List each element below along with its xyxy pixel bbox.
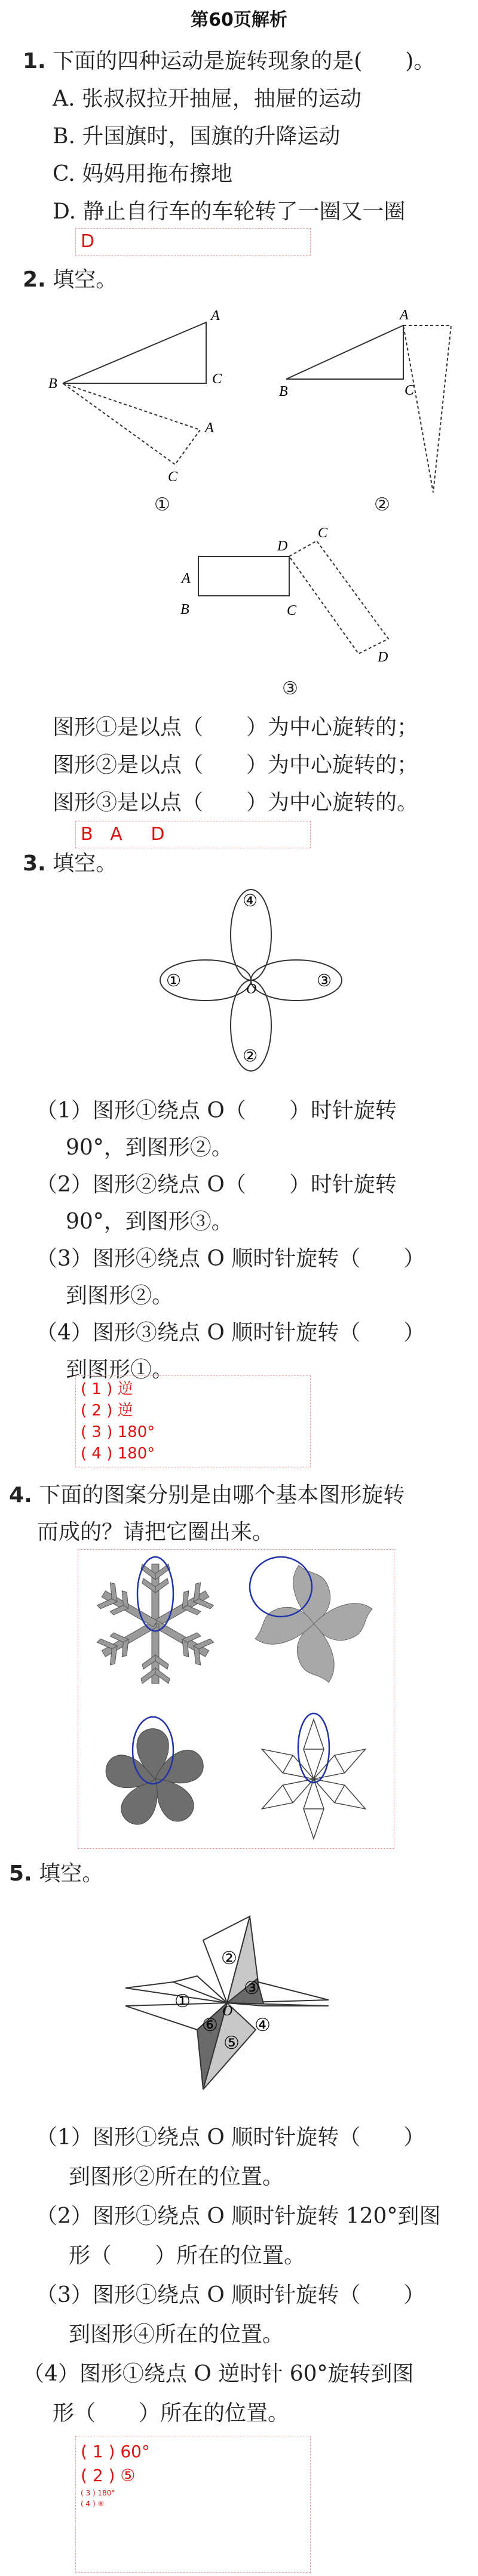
- q5-label-3: ③: [244, 1978, 260, 1999]
- q2-fig3-label-c2: C: [318, 525, 328, 541]
- q4-stem-line: [9, 1478, 405, 1509]
- q2-fig1-triangle: [63, 322, 206, 383]
- q4-star-figure: [239, 1701, 388, 1845]
- q5-line-5: （3）图形①绕点 O 顺时针旋转（ ）: [36, 2283, 425, 2307]
- q1-stem-line: [23, 44, 435, 75]
- q5-line-7: （4）图形①绕点 O 逆时针 60°旋转到图: [23, 2362, 414, 2386]
- q3-line-1: （1）图形①绕点 O（ ）时针旋转: [36, 1098, 397, 1123]
- q2-fig1-rotated-triangle: [63, 383, 200, 464]
- q1-option-a: A. 张叔叔拉开抽屉，抽屉的运动: [53, 87, 361, 111]
- q1-stem: 下面的四种运动是旋转现象的是( )。: [53, 49, 436, 73]
- q2-fig2-label-a: A: [400, 307, 409, 323]
- q3-center-o: O: [246, 981, 257, 997]
- q2-fig2-label-c: C: [405, 383, 415, 398]
- q4-drop-figure: [84, 1701, 227, 1845]
- q3-answer-4: ( 4 ) 180°: [81, 1445, 155, 1463]
- q5-answer-3: ( 3 ) 180°: [81, 2489, 115, 2497]
- q5-answer-2: ( 2 ) ⑤: [81, 2466, 136, 2485]
- q5-stem: 填空。: [39, 1861, 104, 1886]
- q2-fig3-label-d2: D: [378, 650, 388, 665]
- q3-answer-3: ( 3 ) 180°: [81, 1423, 155, 1441]
- q3-answer-1: ( 1 ) 逆: [81, 1380, 133, 1398]
- q3-line-8: 到图形①。: [66, 1358, 174, 1382]
- q5-label-6: ⑥: [202, 2015, 218, 2036]
- q1-answer: D: [81, 231, 95, 252]
- q2-fig3-label-c1: C: [287, 603, 297, 618]
- q5-line-8: 形（ ）所在的位置。: [53, 2401, 290, 2426]
- q2-fig2-triangle: [286, 325, 403, 379]
- q5-answer-box: [75, 2436, 311, 2573]
- q5-label-5: ⑤: [223, 2033, 240, 2054]
- q5-blade-4: [227, 2003, 329, 2006]
- q2-fig1-label-a2: A: [205, 420, 214, 436]
- q2-fig3-rectangle: [198, 556, 289, 596]
- q5-number: 5.: [9, 1861, 32, 1886]
- q1-option-c: C. 妈妈用拖布擦地: [53, 162, 233, 186]
- q1-answer-box: [75, 228, 311, 256]
- q3-line-5: （3）图形④绕点 O 顺时针旋转（ ）: [36, 1247, 425, 1271]
- q2-fig1-label-b: B: [48, 376, 57, 392]
- q3-number: 3.: [23, 851, 46, 876]
- q2-stem-line: [23, 263, 117, 293]
- q5-stem-line: [9, 1857, 103, 1887]
- q2-line-3: 图形③是以点（ ）为中心旋转的。: [53, 790, 419, 815]
- q2-fig3-caption: ③: [282, 678, 298, 699]
- q4-stem: 下面的图案分别是由哪个基本图形旋转: [39, 1483, 405, 1507]
- q2-figure-1: [45, 304, 242, 495]
- q1-option-d: D. 静止自行车的车轮转了一圈又一圈: [53, 199, 406, 224]
- q2-line-2: 图形②是以点（ ）为中心旋转的；: [53, 753, 419, 777]
- q4-snowflake-figure: [84, 1552, 227, 1695]
- q5-line-1: （1）图形①绕点 O 顺时针旋转（ ）: [36, 2125, 425, 2150]
- q5-label-4: ④: [255, 2015, 271, 2036]
- q5-label-1: ①: [174, 1991, 191, 2012]
- q2-number: 2.: [23, 267, 46, 292]
- q5-line-6: 到图形④所在的位置。: [69, 2322, 284, 2347]
- q2-fig1-label-c1: C: [212, 371, 222, 387]
- q2-figure-3: [167, 519, 406, 669]
- q3-label-3: ③: [317, 971, 332, 990]
- q5-line-2: 到图形②所在的位置。: [69, 2165, 284, 2189]
- q2-fig2-caption: ②: [374, 494, 390, 515]
- q2-figure-2: [272, 301, 463, 498]
- q3-line-2: 90°，到图形②。: [66, 1135, 233, 1160]
- q1-number: 1.: [23, 49, 46, 73]
- q4-leaf-figure: [239, 1552, 388, 1695]
- q2-stem: 填空。: [53, 267, 118, 292]
- q4-number: 4.: [9, 1483, 32, 1507]
- q5-line-3: （2）图形①绕点 O 顺时针旋转 120°到图: [36, 2204, 441, 2229]
- q5-pinwheel-figure: [108, 1892, 347, 2113]
- q2-fig2-label-b: B: [279, 384, 288, 399]
- q3-answer-2: ( 2 ) 逆: [81, 1402, 133, 1420]
- q2-fig3-label-b: B: [180, 602, 189, 617]
- q2-fig1-label-a1: A: [211, 308, 220, 324]
- q5-center-o: O: [222, 2003, 233, 2019]
- q3-stem-line: [23, 847, 117, 877]
- q3-line-3: （2）图形②绕点 O（ ）时针旋转: [36, 1172, 397, 1197]
- q2-answer: B A D: [81, 824, 165, 845]
- q3-line-4: 90°，到图形③。: [66, 1209, 233, 1234]
- q3-label-1: ①: [166, 971, 182, 990]
- q5-line-4: 形（ ）所在的位置。: [69, 2243, 306, 2268]
- q4-stem-line-2: 而成的？请把它圈出来。: [37, 1520, 274, 1544]
- q1-option-b: B. 升国旗时，国旗的升降运动: [53, 124, 341, 149]
- q2-fig3-label-a: A: [182, 571, 191, 586]
- q2-fig2-rotated-triangle: [403, 325, 451, 493]
- q3-figure-petals: [155, 882, 353, 1079]
- q3-line-7: （4）图形③绕点 O 顺时针旋转（ ）: [36, 1321, 425, 1345]
- q2-fig1-label-c2: C: [168, 469, 178, 485]
- q5-answer-1: ( 1 ) 60°: [81, 2442, 150, 2461]
- q2-fig3-rotated-rectangle: [289, 541, 388, 654]
- q3-answer-box: [75, 1375, 311, 1467]
- q3-label-4: ④: [243, 891, 258, 910]
- q3-line-6: 到图形②。: [66, 1284, 174, 1308]
- q2-fig1-caption: ①: [154, 494, 170, 515]
- q2-line-1: 图形①是以点（ ）为中心旋转的；: [53, 715, 419, 740]
- q2-answer-box: [75, 821, 311, 848]
- q2-fig3-label-d1: D: [277, 538, 288, 554]
- q5-label-2: ②: [221, 1948, 237, 1969]
- q3-label-2: ②: [243, 1046, 258, 1066]
- q3-stem: 填空。: [53, 851, 118, 876]
- q5-answer-4: ( 4 ) ⑥: [81, 2500, 105, 2508]
- page-title: 第60页解析: [191, 10, 287, 30]
